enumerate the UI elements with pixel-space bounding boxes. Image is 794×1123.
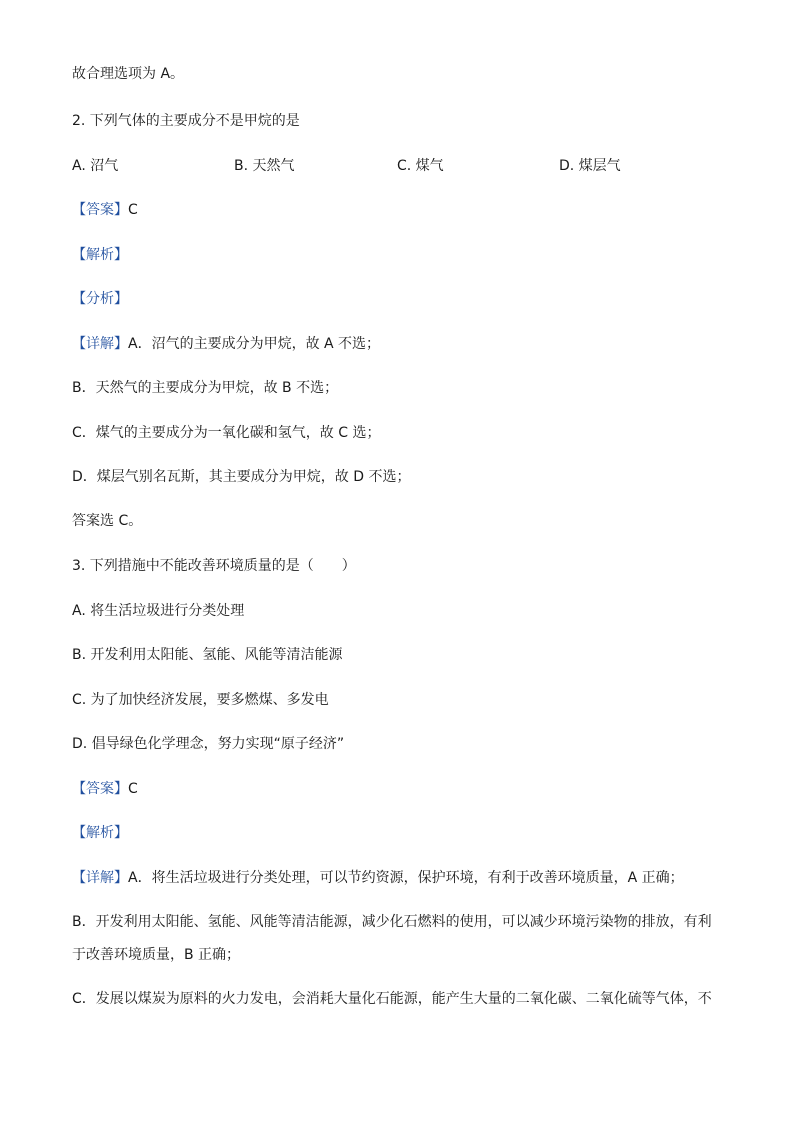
detail-text: A．将生活垃圾进行分类处理，可以节约资源，保护环境，有利于改善环境质量，A 正确； xyxy=(128,870,684,886)
detail-tag: 【详解】 xyxy=(72,870,128,886)
text-line: C．煤气的主要成分为一氧化碳和氢气，故 C 选； xyxy=(72,425,381,441)
question-3-stem: 3. 下列措施中不能改善环境质量的是（ ） xyxy=(72,558,356,574)
option-a: A. 沼气 xyxy=(72,158,119,174)
option-d: D. 倡导绿色化学理念，努力实现“原子经济” xyxy=(72,736,345,752)
detail-line xyxy=(72,868,684,888)
detail-tag: 【详解】 xyxy=(72,336,128,352)
text-line: 答案选 C。 xyxy=(72,513,143,529)
answer-tag: 【答案】 xyxy=(72,202,128,218)
option-c: C. 煤气 xyxy=(397,158,444,174)
option-b: B. 开发利用太阳能、氢能、风能等清洁能源 xyxy=(72,647,343,663)
answer-value: C xyxy=(128,781,138,797)
text-line: B．开发利用太阳能、氢能、风能等清洁能源，减少化石燃料的使用，可以减少环境污染物的排放，有利 xyxy=(72,914,712,930)
text-line: B．天然气的主要成分为甲烷，故 B 不选； xyxy=(72,380,339,396)
text-line: 于改善环境质量，B 正确； xyxy=(72,947,241,963)
answer-tag: 【答案】 xyxy=(72,781,128,797)
text-line: D．煤层气别名瓦斯，其主要成分为甲烷，故 D 不选； xyxy=(72,469,411,485)
option-c: C. 为了加快经济发展，要多燃煤、多发电 xyxy=(72,692,329,708)
answer-line xyxy=(72,779,138,799)
detail-line xyxy=(72,334,380,354)
detail-text: A．沼气的主要成分为甲烷，故 A 不选； xyxy=(128,336,381,352)
option-d: D. 煤层气 xyxy=(559,158,621,174)
jiexi-tag: 【解析】 xyxy=(72,825,128,841)
option-a: A. 将生活垃圾进行分类处理 xyxy=(72,603,245,619)
text-line: 故合理选项为 A。 xyxy=(72,66,185,82)
question-2-stem: 2. 下列气体的主要成分不是甲烷的是 xyxy=(72,113,300,129)
option-b: B. 天然气 xyxy=(234,158,295,174)
answer-value: C xyxy=(128,202,138,218)
answer-line xyxy=(72,200,138,220)
jiexi-tag: 【解析】 xyxy=(72,247,128,263)
text-line: C．发展以煤炭为原料的火力发电，会消耗大量化石能源，能产生大量的二氧化碳、二氧化硫等气体，不 xyxy=(72,991,712,1007)
fenxi-tag: 【分析】 xyxy=(72,291,128,307)
